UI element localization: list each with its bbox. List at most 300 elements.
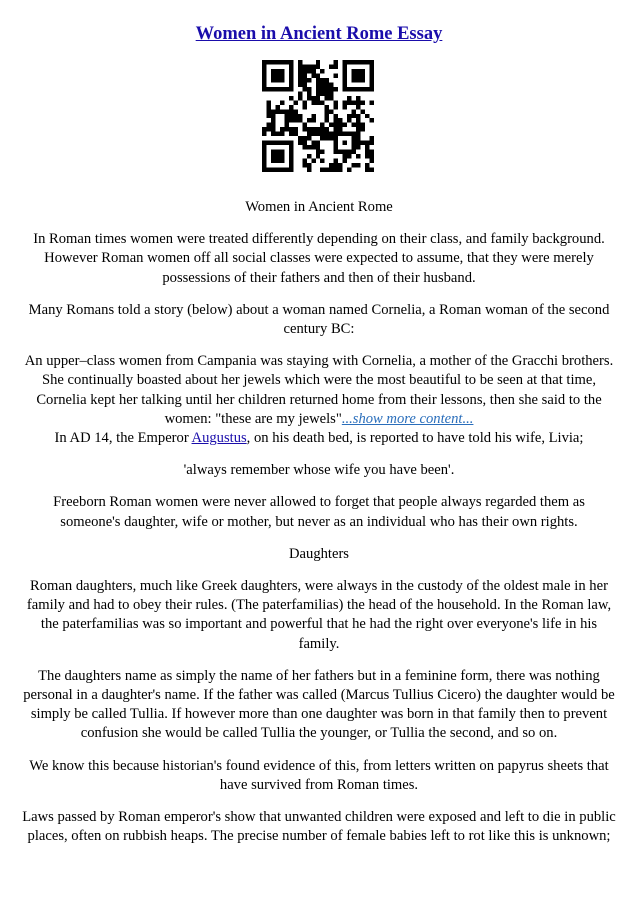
qr-module xyxy=(316,141,320,145)
qr-module xyxy=(262,73,266,77)
qr-module xyxy=(271,114,275,118)
qr-module xyxy=(365,87,369,91)
qr-module xyxy=(334,163,338,167)
qr-module xyxy=(325,168,329,172)
qr-module xyxy=(289,69,293,73)
qr-module xyxy=(289,132,293,136)
essay-heading: Women in Ancient Rome xyxy=(245,199,393,215)
qr-module xyxy=(307,78,311,82)
qr-module xyxy=(325,78,329,82)
qr-module xyxy=(316,100,320,104)
qr-module xyxy=(275,105,279,109)
qr-module xyxy=(266,109,270,113)
qr-module xyxy=(343,132,347,136)
qr-module xyxy=(275,109,279,113)
qr-module xyxy=(280,87,284,91)
qr-module xyxy=(271,60,275,64)
qr-module xyxy=(298,118,302,122)
qr-module xyxy=(343,60,347,64)
paragraph: We know this because historian's found evidence of this, from letters written on papyrus sheets that have survived from Roman times. xyxy=(29,757,609,793)
qr-module xyxy=(356,163,360,167)
qr-module xyxy=(271,123,275,127)
qr-module xyxy=(311,118,315,122)
qr-module xyxy=(334,100,338,104)
qr-module xyxy=(271,168,275,172)
qr-module xyxy=(365,163,369,167)
qr-module xyxy=(307,64,311,68)
paragraph: In Roman times women were treated differently depending on their class, and family background. However Roman women off all social classes were expected to assume, that they were merely possessions of their fathers and then of their husband. xyxy=(33,231,605,286)
qr-module xyxy=(302,87,306,91)
qr-module xyxy=(262,159,266,163)
qr-module xyxy=(280,78,284,82)
qr-module xyxy=(320,159,324,163)
qr-module xyxy=(334,114,338,118)
qr-module xyxy=(356,141,360,145)
qr-module xyxy=(302,69,306,73)
qr-module xyxy=(343,87,347,91)
qr-module xyxy=(311,127,315,131)
qr-module xyxy=(271,141,275,145)
qr-module xyxy=(293,100,297,104)
qr-module xyxy=(347,60,351,64)
qr-module xyxy=(307,132,311,136)
paragraph xyxy=(22,429,616,448)
qr-module xyxy=(280,100,284,104)
qr-module xyxy=(316,78,320,82)
qr-module xyxy=(289,78,293,82)
qr-module xyxy=(347,100,351,104)
qr-module xyxy=(365,114,369,118)
qr-module xyxy=(280,109,284,113)
qr-module xyxy=(307,168,311,172)
qr-module xyxy=(343,159,347,163)
qr-module xyxy=(343,78,347,82)
qr-module xyxy=(343,150,347,154)
qr-module xyxy=(289,145,293,149)
qr-module xyxy=(280,73,284,77)
qr-module xyxy=(370,82,374,86)
paragraph: Many Romans told a story (below) about a woman named Cornelia, a Roman woman of the second century BC: xyxy=(28,301,610,338)
qr-module xyxy=(361,78,365,82)
qr-module xyxy=(343,69,347,73)
qr-module xyxy=(271,150,275,154)
qr-module xyxy=(352,60,356,64)
qr-module xyxy=(311,114,315,118)
qr-module xyxy=(302,100,306,104)
qr-module xyxy=(316,73,320,77)
qr-module xyxy=(361,87,365,91)
qr-module xyxy=(365,154,369,158)
qr-module xyxy=(316,145,320,149)
qr-module xyxy=(262,82,266,86)
qr-module xyxy=(311,64,315,68)
qr-module xyxy=(365,168,369,172)
qr-module xyxy=(271,159,275,163)
qr-module xyxy=(262,132,266,136)
qr-module xyxy=(284,168,288,172)
augustus-link[interactable]: Augustus xyxy=(191,430,247,447)
qr-module xyxy=(334,159,338,163)
qr-module xyxy=(320,123,324,127)
qr-module xyxy=(289,64,293,68)
qr-module xyxy=(316,127,320,131)
qr-module xyxy=(352,136,356,140)
qr-module xyxy=(307,145,311,149)
paragraph-text: , on his death bed, is reported to have told his wife, Livia; xyxy=(246,430,584,447)
qr-module xyxy=(271,154,275,158)
qr-module xyxy=(311,145,315,149)
qr-module xyxy=(329,123,333,127)
qr-module xyxy=(343,154,347,158)
qr-module xyxy=(347,96,351,100)
qr-module xyxy=(370,154,374,158)
qr-module xyxy=(356,136,360,140)
qr-module xyxy=(343,73,347,77)
qr-module xyxy=(311,73,315,77)
qr-module xyxy=(356,73,360,77)
qr-module xyxy=(311,96,315,100)
qr-module xyxy=(356,96,360,100)
qr-module xyxy=(316,132,320,136)
qr-module xyxy=(352,69,356,73)
qr-module xyxy=(334,64,338,68)
qr-module xyxy=(316,64,320,68)
qr-module xyxy=(289,60,293,64)
qr-module xyxy=(271,118,275,122)
qr-module xyxy=(289,96,293,100)
qr-module xyxy=(284,87,288,91)
qr-module xyxy=(320,69,324,73)
qr-module xyxy=(338,150,342,154)
qr-module xyxy=(370,168,374,172)
paragraph: The daughters name as simply the name of her fathers but in a feminine form, there was nothing personal in a daughter's name. If the father was called (Marcus Tullius Cicero) the daughter would be simply be called Tullia. If however more than one daughter was born in that family then to prevent confusion she would be called Tullia the younger, or Tullia the second, and so on. xyxy=(23,667,615,742)
qr-module xyxy=(280,150,284,154)
qr-module xyxy=(302,141,306,145)
qr-module xyxy=(365,150,369,154)
qr-module xyxy=(370,118,374,122)
qr-module xyxy=(370,73,374,77)
qr-module xyxy=(316,96,320,100)
qr-module xyxy=(361,123,365,127)
qr-module xyxy=(347,114,351,118)
qr-module xyxy=(298,64,302,68)
qr-module xyxy=(370,64,374,68)
qr-module xyxy=(266,87,270,91)
qr-module xyxy=(316,82,320,86)
qr-module xyxy=(356,100,360,104)
qr-module xyxy=(266,168,270,172)
qr-module xyxy=(356,127,360,131)
qr-module xyxy=(347,150,351,154)
qr-module xyxy=(365,145,369,149)
qr-module xyxy=(316,150,320,154)
qr-module xyxy=(370,60,374,64)
qr-module xyxy=(302,105,306,109)
qr-module xyxy=(293,118,297,122)
qr-module xyxy=(325,82,329,86)
qr-module xyxy=(289,141,293,145)
qr-module xyxy=(280,127,284,131)
qr-module xyxy=(352,132,356,136)
paragraph-text: In AD 14, the Emperor xyxy=(54,430,192,447)
qr-module xyxy=(356,123,360,127)
qr-module xyxy=(302,64,306,68)
document-title-link[interactable]: Women in Ancient Rome Essay xyxy=(195,24,443,44)
qr-module xyxy=(262,60,266,64)
qr-module xyxy=(370,150,374,154)
qr-module xyxy=(307,87,311,91)
qr-module xyxy=(307,69,311,73)
qr-module xyxy=(266,114,270,118)
qr-module xyxy=(271,78,275,82)
qr-module xyxy=(334,73,338,77)
qr-module xyxy=(271,73,275,77)
paragraph: Freeborn Roman women were never allowed to forget that people always regarded them as someone's daughter, wife or mother, but never as an individual who has their own rights. xyxy=(53,494,585,530)
qr-module xyxy=(338,163,342,167)
qr-module xyxy=(289,150,293,154)
qr-module xyxy=(343,123,347,127)
qr-module xyxy=(311,159,315,163)
qr-module xyxy=(370,87,374,91)
paragraph: Laws passed by Roman emperor's show that unwanted children were exposed and left to die in public places, often on rubbish heaps. The precise number of female babies left to rot like this is unknown; xyxy=(22,809,616,845)
qr-module xyxy=(307,118,311,122)
qr-module xyxy=(325,105,329,109)
qr-module xyxy=(302,136,306,140)
qr-module xyxy=(361,69,365,73)
qr-module xyxy=(280,141,284,145)
qr-module xyxy=(329,64,333,68)
qr-module xyxy=(289,109,293,113)
qr-module xyxy=(284,109,288,113)
qr-module xyxy=(316,87,320,91)
qr-module xyxy=(289,127,293,131)
qr-module xyxy=(275,132,279,136)
qr-module xyxy=(289,118,293,122)
qr-module xyxy=(329,96,333,100)
quote: 'always remember whose wife you have been'. xyxy=(183,462,455,479)
qr-module xyxy=(284,118,288,122)
qr-module xyxy=(302,73,306,77)
qr-module xyxy=(275,159,279,163)
qr-module xyxy=(284,123,288,127)
qr-module xyxy=(271,69,275,73)
qr-module xyxy=(352,114,356,118)
qr-module xyxy=(284,141,288,145)
qr-module xyxy=(320,136,324,140)
qr-module xyxy=(361,127,365,131)
qr-module xyxy=(307,91,311,95)
qr-module xyxy=(262,127,266,131)
qr-module xyxy=(298,60,302,64)
qr-code-icon xyxy=(262,60,374,172)
qr-module xyxy=(280,154,284,158)
qr-module xyxy=(266,141,270,145)
qr-module xyxy=(370,78,374,82)
qr-module xyxy=(262,87,266,91)
qr-module xyxy=(262,154,266,158)
qr-module xyxy=(320,87,324,91)
qr-module xyxy=(361,73,365,77)
qr-module xyxy=(356,105,360,109)
qr-module xyxy=(298,114,302,118)
qr-module xyxy=(302,145,306,149)
qr-module xyxy=(329,136,333,140)
qr-module xyxy=(329,91,333,95)
qr-module xyxy=(293,114,297,118)
qr-module xyxy=(329,132,333,136)
qr-module xyxy=(275,150,279,154)
qr-module xyxy=(280,132,284,136)
qr-module xyxy=(266,60,270,64)
qr-module xyxy=(334,150,338,154)
qr-module xyxy=(352,78,356,82)
qr-module xyxy=(302,82,306,86)
qr-module xyxy=(334,145,338,149)
qr-module xyxy=(365,141,369,145)
qr-module xyxy=(356,154,360,158)
qr-module xyxy=(352,73,356,77)
qr-module xyxy=(325,118,329,122)
qr-module xyxy=(262,150,266,154)
qr-module xyxy=(271,127,275,131)
qr-module xyxy=(325,96,329,100)
qr-module xyxy=(275,73,279,77)
qr-module xyxy=(347,118,351,122)
qr-module xyxy=(284,60,288,64)
qr-module xyxy=(271,87,275,91)
qr-module xyxy=(271,109,275,113)
qr-module xyxy=(356,145,360,149)
qr-module xyxy=(325,132,329,136)
qr-module xyxy=(289,82,293,86)
qr-module xyxy=(298,69,302,73)
paragraph xyxy=(22,352,616,429)
qr-module xyxy=(370,69,374,73)
qr-module xyxy=(280,168,284,172)
qr-module xyxy=(352,150,356,154)
qr-module xyxy=(356,132,360,136)
qr-module xyxy=(302,123,306,127)
qr-module xyxy=(325,127,329,131)
qr-module xyxy=(320,100,324,104)
qr-module xyxy=(325,91,329,95)
qr-module xyxy=(334,141,338,145)
qr-module xyxy=(298,96,302,100)
qr-module xyxy=(356,78,360,82)
qr-module xyxy=(338,118,342,122)
qr-module xyxy=(271,132,275,136)
qr-module xyxy=(262,141,266,145)
qr-module xyxy=(329,168,333,172)
qr-module xyxy=(356,60,360,64)
qr-module xyxy=(262,78,266,82)
qr-module xyxy=(293,109,297,113)
qr-module xyxy=(311,141,315,145)
qr-module xyxy=(289,154,293,158)
qr-module xyxy=(347,132,351,136)
qr-module xyxy=(262,64,266,68)
qr-module xyxy=(298,141,302,145)
qr-module xyxy=(343,141,347,145)
qr-module xyxy=(289,168,293,172)
qr-module xyxy=(370,159,374,163)
qr-module xyxy=(325,87,329,91)
qr-module xyxy=(370,100,374,104)
qr-module xyxy=(347,154,351,158)
qr-module xyxy=(307,96,311,100)
qr-module xyxy=(320,127,324,131)
qr-module xyxy=(280,159,284,163)
qr-module xyxy=(293,127,297,131)
qr-module xyxy=(307,127,311,131)
qr-module xyxy=(352,100,356,104)
qr-module xyxy=(320,78,324,82)
qr-module xyxy=(356,118,360,122)
qr-module xyxy=(275,168,279,172)
qr-module xyxy=(329,109,333,113)
qr-module xyxy=(370,136,374,140)
qr-module xyxy=(307,136,311,140)
qr-module xyxy=(320,82,324,86)
qr-module xyxy=(325,109,329,113)
qr-module xyxy=(361,109,365,113)
essay-body xyxy=(22,198,616,859)
qr-module xyxy=(266,127,270,131)
qr-module xyxy=(262,145,266,149)
qr-module xyxy=(352,163,356,167)
qr-module xyxy=(262,168,266,172)
show-more-link[interactable]: ...show more content... xyxy=(341,410,474,427)
qr-module xyxy=(275,87,279,91)
qr-module xyxy=(334,105,338,109)
qr-module xyxy=(338,132,342,136)
qr-module xyxy=(356,114,360,118)
qr-module xyxy=(316,60,320,64)
qr-module xyxy=(289,114,293,118)
qr-module xyxy=(352,141,356,145)
qr-module xyxy=(325,114,329,118)
qr-module xyxy=(275,141,279,145)
qr-module xyxy=(334,136,338,140)
qr-module xyxy=(280,60,284,64)
qr-module xyxy=(338,127,342,131)
qr-module xyxy=(352,87,356,91)
paragraph: Roman daughters, much like Greek daughters, were always in the custody of the oldest male in her family and had to obey their rules. (The paterfamilias) the head of the household. In the Roman law, the paterfamilias was so important and powerful that he had the right over everyone's life in his family. xyxy=(26,578,612,652)
qr-module xyxy=(289,163,293,167)
qr-module xyxy=(343,105,347,109)
qr-module xyxy=(275,60,279,64)
qr-module xyxy=(320,150,324,154)
paragraph-text: An upper–class women from Campania was staying with Cornelia, a mother of the Gracchi brothers. She continually boasted about her jewels which were the most beautiful to be seen at that time, Cornelia kept her talking until her children returned home from their lessons, then she said to the women: "these are my jewels" xyxy=(24,353,614,427)
qr-module xyxy=(302,127,306,131)
qr-module xyxy=(347,87,351,91)
qr-module xyxy=(356,87,360,91)
qr-module xyxy=(343,82,347,86)
qr-module xyxy=(347,168,351,172)
qr-module xyxy=(361,141,365,145)
qr-module xyxy=(356,69,360,73)
qr-module xyxy=(334,127,338,131)
qr-module xyxy=(338,123,342,127)
qr-module xyxy=(352,109,356,113)
qr-module xyxy=(316,154,320,158)
qr-module xyxy=(289,159,293,163)
qr-module xyxy=(266,123,270,127)
qr-module xyxy=(266,105,270,109)
qr-module xyxy=(298,91,302,95)
qr-module xyxy=(302,159,306,163)
qr-module xyxy=(334,123,338,127)
